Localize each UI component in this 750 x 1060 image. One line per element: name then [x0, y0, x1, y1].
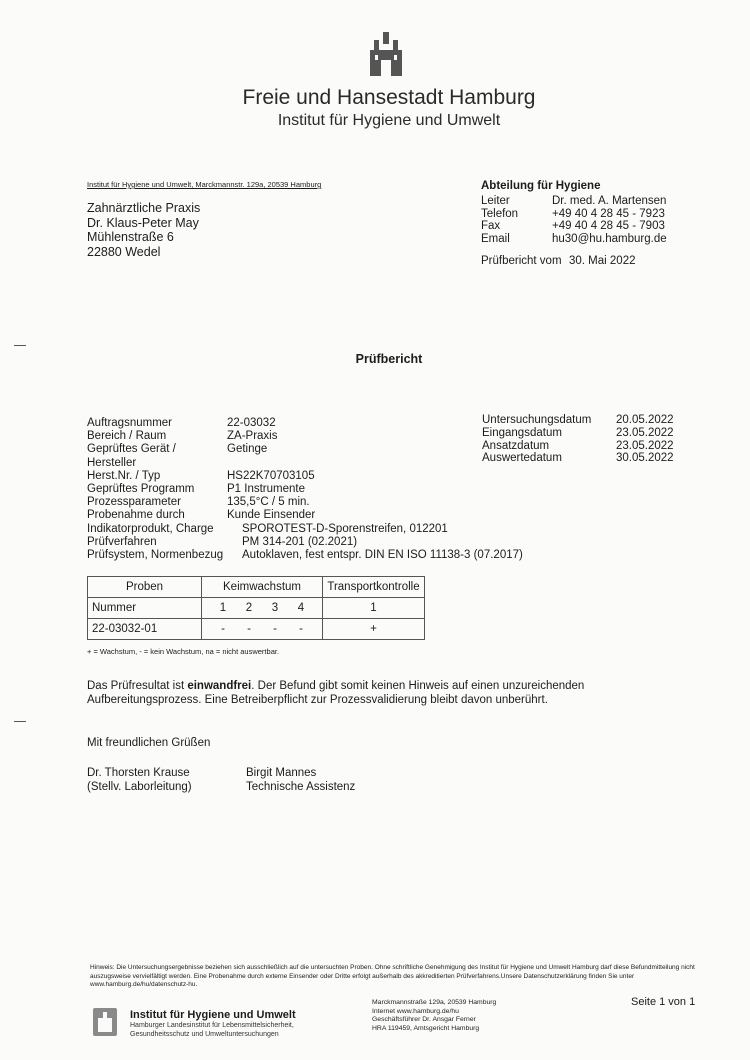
detail-row: Prüfverfahren PM 314-201 (02.2021)	[87, 535, 358, 548]
growth-values: - - - -	[202, 619, 323, 640]
detail-row: Prüfsystem, Normenbezug Autoklaven, fest entspr. DIN EN ISO 11138-3 (07.2017)	[87, 549, 523, 562]
results-table	[87, 576, 425, 640]
signer-name: Birgit Mannes	[246, 767, 317, 779]
footnote: Hinweis: Die Untersuchungsergebnisse beziehen sich ausschließlich auf die untersuchten Proben. Ohne schriftliche Genehmigung des Institut für Hygiene und Umwelt Hamburg darf diese Befundmitteilung nicht auszugsweise vervielfältigt werden. Eine Probenahme durch externe Einsender oder Dritte erfolgt außerhalb des akkreditierten Prüfverfahrens.Unsere Datenschutzerklärung finden Sie unter www.hamburg.de/hu/datenschutz-hu.	[90, 964, 695, 988]
date-row: Ansatzdatum 23.05.2022	[482, 439, 674, 452]
order-details	[87, 417, 523, 562]
report-date: Prüfbericht vom 30. Mai 2022	[481, 255, 636, 267]
result-verdict: einwandfrei	[187, 680, 252, 692]
fold-mark	[14, 345, 26, 346]
sample-id: 22-03032-01	[88, 619, 202, 640]
detail-row: Geprüftes Programm P1 Instrumente	[87, 483, 305, 496]
recipient-address	[87, 201, 200, 259]
transport-value: +	[323, 619, 425, 640]
subheader-keim-numbers: 1 2 3 4	[202, 598, 323, 619]
signer-name: Dr. Thorsten Krause	[87, 767, 190, 779]
department-row: Email hu30@hu.hamburg.de	[481, 232, 667, 245]
recipient-line: Mühlenstraße 6	[87, 230, 174, 244]
date-row: Eingangsdatum 23.05.2022	[482, 426, 674, 439]
detail-row: Herst.Nr. / Typ HS22K70703105	[87, 469, 315, 482]
institute-logo-icon	[93, 1008, 117, 1036]
table-legend: + = Wachstum, - = kein Wachstum, na = nicht auswertbar.	[87, 647, 280, 656]
recipient-line: Dr. Klaus-Peter May	[87, 215, 199, 230]
signer-role: (Stellv. Laborleitung)	[87, 781, 192, 793]
signer-role: Technische Assistenz	[246, 781, 356, 793]
header-transportkontrolle: Transportkontrolle	[323, 577, 425, 598]
header-subtitle: Institut für Hygiene und Umwelt	[277, 112, 501, 129]
document-title: Prüfbericht	[355, 352, 423, 366]
signature-block	[87, 766, 192, 794]
table-header-row	[88, 577, 425, 598]
department-row: Telefon +49 40 4 28 45 - 7923	[481, 207, 665, 220]
recipient-line: 22880 Wedel	[87, 244, 161, 259]
hamburg-castle-logo	[366, 30, 406, 80]
institute-subtitle: Gesundheitsschutz und Umweltuntersuchungen	[130, 1031, 279, 1038]
table-row	[88, 619, 425, 640]
subheader-transport-number: 1	[323, 598, 425, 619]
detail-row: Probenahme durch Kunde Einsender	[87, 509, 316, 522]
detail-row: Geprüftes Gerät / Hersteller Getinge	[87, 443, 268, 469]
table-subheader-row	[88, 598, 425, 619]
department-row: Fax +49 40 4 28 45 - 7903	[481, 220, 665, 232]
detail-row: Bereich / Raum ZA-Praxis	[87, 430, 278, 443]
institute-name: Institut für Hygiene und Umwelt	[130, 1009, 296, 1021]
detail-row: Prozessparameter 135,5°C / 5 min.	[87, 496, 310, 509]
header-keimwachstum: Keimwachstum	[202, 577, 323, 598]
institute-footer	[130, 1009, 296, 1039]
result-statement: Das Prüfresultat ist einwandfrei. Der Befund gibt somit keinen Hinweis auf einen unzureichenden Aufbereitungsprozess. Eine Betreiberpflicht zur Prozessvalidierung bleibt davon unberührt.	[87, 680, 585, 706]
department-row: Leiter Dr. med. A. Martensen	[481, 195, 667, 207]
dates-block	[482, 414, 674, 465]
recipient-line: Zahnärztliche Praxis	[87, 201, 201, 215]
return-address: Institut für Hygiene und Umwelt, Marckmannstr. 129a, 20539 Hamburg	[87, 180, 322, 189]
closing-greeting: Mit freundlichen Grüßen	[87, 737, 211, 749]
header-title: Freie und Hansestadt Hamburg	[242, 86, 536, 109]
institute-subtitle: Hamburger Landesinstitut für Lebensmittelsicherheit,	[130, 1022, 294, 1029]
department-block	[481, 180, 667, 267]
date-row: Untersuchungsdatum 20.05.2022	[482, 414, 674, 426]
footer-address: Marckmannstraße 129a, 20539 Hamburg Internet www.hamburg.de/hu Geschäftsführer Dr. Ansgar Ferner HRA 119459, Amtsgericht Hamburg	[372, 999, 497, 1032]
page-number: Seite 1 von 1	[631, 996, 696, 1008]
header-proben: Proben	[88, 577, 202, 598]
department-title: Abteilung für Hygiene	[481, 180, 601, 192]
subheader-nummer: Nummer	[88, 598, 202, 619]
detail-row: Auftragsnummer 22-03032	[87, 417, 276, 429]
detail-row: Indikatorprodukt, Charge SPOROTEST-D-Sporenstreifen, 012201	[87, 522, 448, 535]
signature-block	[246, 766, 355, 794]
fold-mark	[14, 721, 26, 722]
date-row: Auswertedatum 30.05.2022	[482, 452, 674, 465]
